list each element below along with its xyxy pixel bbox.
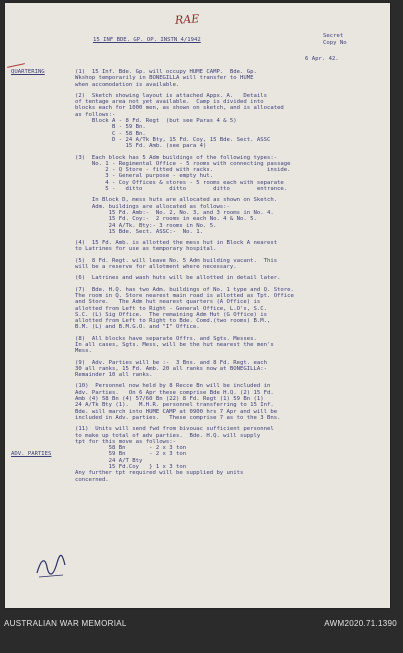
paragraph-11: (11) Units will send fwd from bivouac sufficient personnel to make up total of adv parties. Bde. H.Q. will supply tpt for this move as follows:- 58 Bn - 2 x 3 ton 59 Bn - 2 x 3 ton 24 A/T Bty 15 Fd.Coy } 1 x 3 ton Any further tpt required will be supplied by units concerned.	[75, 426, 274, 483]
security-classification: Secret	[323, 33, 344, 39]
paragraph-3-allocation: In Block D, mess huts are allocated as shown on Sketch. Adm. buildings are allocated as follows:- 15 Fd. Amb:- No. 2, No. 3, and 3 rooms in No. 4. 15 Fd. Coy:- 2 rooms in each No. 4 & No. 5. 24 A/Tk. Bty:- 3 rooms in No. 5. 15 Bde. Sect. ASSC:- No. 1.	[91, 197, 278, 235]
copy-number: Copy No	[323, 40, 347, 46]
paragraph-9: (9) Adv. Parties will be :- 3 Bns. and 8 Fd. Regt. each 30 all ranks, 15 Fd. Amb. 20 all ranks now at BONEGILLA:- Remainder 10 all ranks.	[75, 359, 267, 379]
paragraph-5: (5) 8 Fd. Regt. will leave No. 5 Adm building vacant. This will be a reserve for allotment where necessary.	[75, 257, 278, 271]
paragraph-10: (10) Personnel now held by 8 Recce Bn will be included in Adv. Parties. On 6 Apr these comprise Bde H.Q. (2) 15 Fd. Amb (4) 58 Bn (4) 57/60 Bn (22) 8 Fd. Regt (1) 59 Bn (1) 24 A/Tk Bty (1). M.H.R. personnel transferring to 15 Inf. Bde. will march into HUME CAMP at 0900 hrs 7 Apr and will be included in Adv. parties. These comprise 7 as to the 3 Bns.	[75, 383, 281, 421]
paragraph-4: (4) 15 Fd. Amb. is allotted the mess hut in Block A nearest to Latrines for use as temporary hospital.	[75, 240, 278, 253]
paragraph-7: (7) Bde. H.Q. has two Adm. buildings of No. 1 type and Q. Store. The room in Q. Store nearest main road is allotted as Tpt. Office and Store. The Adm hut nearest quarters (A Office) is allotted from Left to Right - General Office, L.O's, S.C. S.C. (L) Sig Office. The remaining Adm Hut (G Office) is allotted from Left to Right to Bde. Comd.(two rooms) B.M., B.M. (L) and B.M.G.O. and "I" Office.	[75, 286, 294, 331]
document-title: 15 INF BDE. GP. OP. INSTN 4/1942	[93, 37, 201, 43]
document-page	[5, 3, 390, 608]
footer-accession-number: AWM2020.71.1390	[324, 619, 397, 628]
footer-institution: AUSTRALIAN WAR MEMORIAL	[4, 619, 127, 628]
archive-footer	[0, 612, 403, 653]
paragraph-6: (6) Latrines and wash huts will be allotted in detail later.	[75, 275, 281, 282]
paragraph-1: (1) 15 Inf. Bde. Gp. will occupy HUME CAMP. Bde. Gp. Wkshop temporarily in BONEGILLA will transfer to HUME when accomodation is available.	[75, 69, 257, 88]
paragraph-3: (3) Each block has 5 Adm buildings of the following types:- No. 1 - Regimental Office - 5 rooms with connecting passage 2 - Q Store - fitted with racks. inside. 3 - General purpose - empty hut. 4 - Coy Offices & stores - 5 rooms each with separate 5 - ditto ditto ditto entrance.	[75, 154, 291, 193]
side-heading-adv-parties: ADV. PARTIES	[11, 451, 52, 457]
paragraph-8: (8) All blocks have separate Offrs. and Sgts. Messes. In all cases, Sgts. Mess, will be the hut nearest the men's Mess.	[75, 335, 274, 355]
document-date: 6 Apr. 42.	[305, 56, 339, 62]
handwritten-signature	[33, 551, 67, 581]
side-heading-quartering: QUARTERING	[11, 69, 45, 75]
document-body	[75, 69, 294, 483]
handwritten-reference: RAE	[174, 12, 200, 27]
paragraph-2: (2) Sketch showing layout is attached Appx. A. Details of tentage area not yet available. Camp is divided into blocks each for 1000 men, as shown on sketch, and is allocated as follows:- Block A - 8 Fd. Regt (but see Paras 4 & 5) B - 59 Bn. C - 58 Bn. D - 24 A/Tk Bty, 15 Fd. Coy, 15 Bde. Sect. ASSC 15 Fd. Amb. (see para 4)	[75, 92, 284, 150]
red-margin-mark	[7, 63, 25, 68]
